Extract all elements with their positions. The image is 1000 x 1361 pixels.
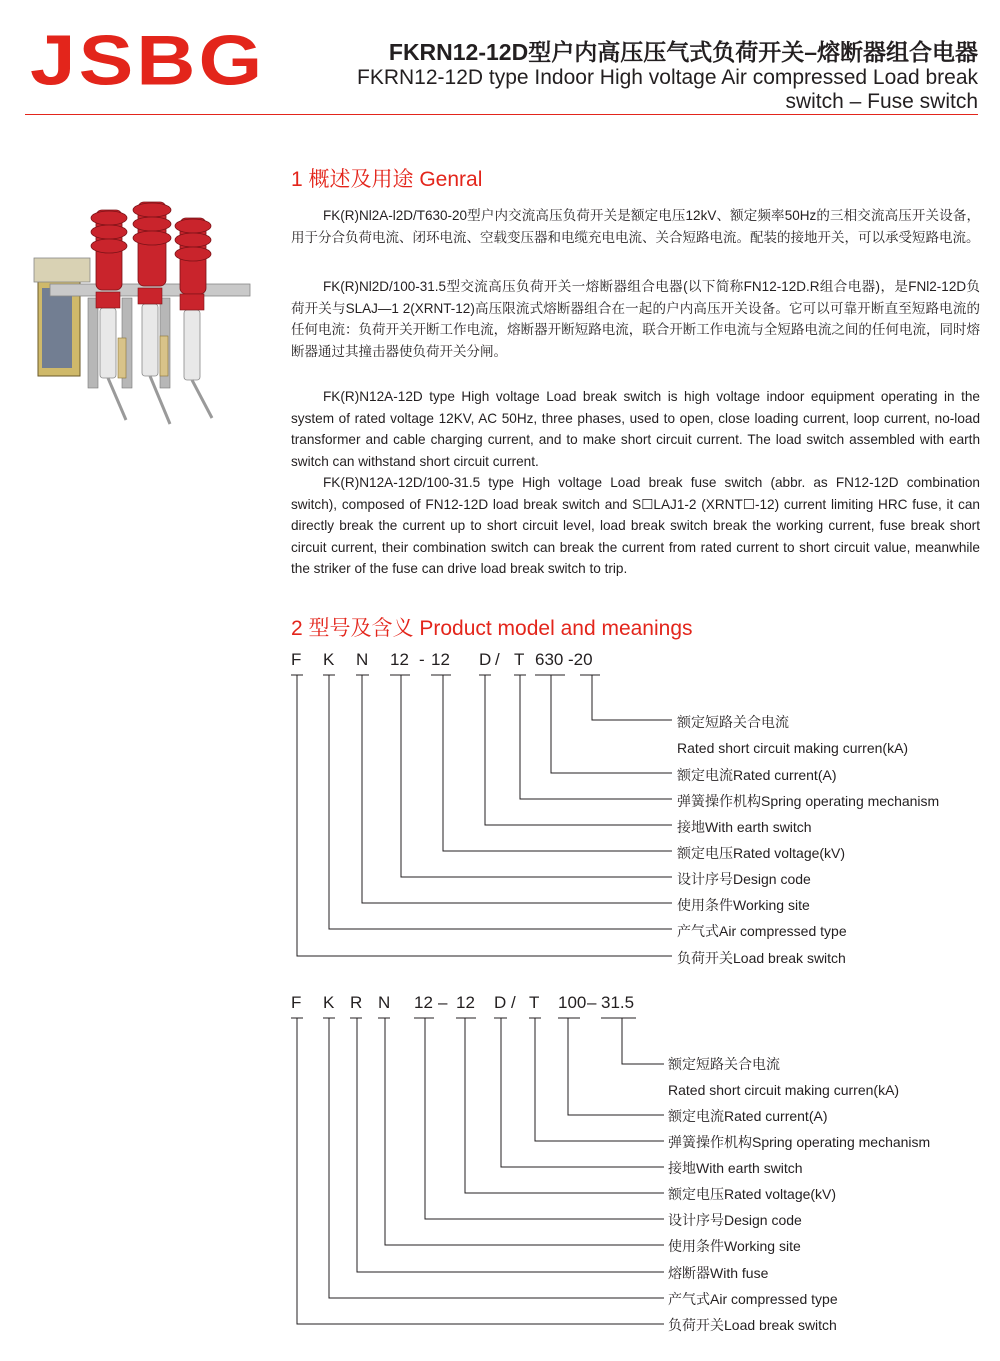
model-code-1 xyxy=(0,650,1000,672)
model2-label-rated-making-cn: 额定短路关合电流 xyxy=(668,1056,780,1072)
code-part: K xyxy=(323,993,335,1012)
model1-label-rated-making-cn: 额定短路关合电流 xyxy=(677,714,789,730)
model1-label-earth-switch: 接地With earth switch xyxy=(677,819,812,835)
code-part: – xyxy=(587,993,597,1012)
code-part: -20 xyxy=(568,650,593,669)
code-part: N xyxy=(378,993,391,1012)
code-part: 630 xyxy=(535,650,564,669)
model2-label-working-site: 使用条件Working site xyxy=(668,1238,801,1254)
model1-label-rated-voltage: 额定电压Rated voltage(kV) xyxy=(677,845,846,861)
model2-label-rated-current: 额定电流Rated current(A) xyxy=(668,1108,828,1124)
model1-label-rated-current: 额定电流Rated current(A) xyxy=(677,767,837,783)
model2-label-with-fuse: 熔断器With fuse xyxy=(668,1265,769,1281)
code-part: 12 xyxy=(414,993,433,1012)
code-part: 100 xyxy=(558,993,587,1012)
brand-logo: JSBG xyxy=(30,21,266,100)
model2-label-design-code: 设计序号Design code xyxy=(668,1212,802,1228)
page-title-en-line2: switch – Fuse switch xyxy=(785,90,978,113)
code-part: / xyxy=(511,993,516,1012)
code-part: – xyxy=(438,993,448,1012)
paragraph-cn-1: FK(R)Nl2A-l2D/T630-20型户内交流高压负荷开关是额定电压12kV、额定频率50Hz的三相交流高压开关设备，用于分合负荷电流、闭环电流、空载变压器和电缆充电电流、关合短路电流。配装的接地开关，可以承受短路电流。 xyxy=(291,208,980,245)
code-part: / xyxy=(495,650,500,669)
model-code-2 xyxy=(0,993,1000,1015)
code-part: 12 xyxy=(431,650,450,669)
code-part: D xyxy=(494,993,507,1012)
model1-label-working-site: 使用条件Working site xyxy=(677,897,810,913)
header-divider xyxy=(25,114,978,115)
code-part: T xyxy=(514,650,525,669)
code-part: N xyxy=(356,650,369,669)
page-title-cn: FKRN12-12D型户内高压压气式负荷开关–熔断器组合电器 xyxy=(388,39,978,65)
model1-label-design-code: 设计序号Design code xyxy=(677,871,811,887)
model1-label-air-compressed: 产气式Air compressed type xyxy=(677,923,847,939)
code-part: 12 xyxy=(456,993,475,1012)
code-part: K xyxy=(323,650,335,669)
model2-label-air-compressed: 产气式Air compressed type xyxy=(668,1291,838,1307)
code-part: - xyxy=(419,650,425,669)
code-part: 12 xyxy=(390,650,409,669)
code-part: F xyxy=(291,650,302,669)
model2-label-load-break: 负荷开关Load break switch xyxy=(668,1317,837,1333)
code-part: R xyxy=(350,993,363,1012)
code-part: D xyxy=(479,650,492,669)
model1-label-load-break: 负荷开关Load break switch xyxy=(677,950,846,966)
page-title-en-line1: FKRN12-12D type Indoor High voltage Air compressed Load break xyxy=(357,66,978,89)
product-photo xyxy=(30,188,262,438)
code-part: 31.5 xyxy=(601,993,635,1012)
model2-label-rated-making-en: Rated short circuit making curren(kA) xyxy=(668,1082,900,1098)
paragraph-en-1: FK(R)N12A-12D type High voltage Load break switch is high voltage indoor equipment operating in the system of rated voltage 12KV, AC 50Hz, three phases, used to open, close loading current, loop current, no-load transformer and cable charging current, and to make short circuit current. The load switch assembled with earth switch can withstand short circuit current. xyxy=(291,389,980,469)
paragraph-en-2: FK(R)N12A-12D/100-31.5 type High voltage Load break fuse switch (abbr. as FN12-12D combination switch), composed of FN12-12D load break switch and S☐LAJ1-2 (XRNT☐-12) current limiting HRC fuse, it can directly break the current up to short circuit level, load break switch break the working current, fuse break short circuit current, their combination switch can break the current from rated current to short circuit value, meanwhile the striker of the fuse can drive load break switch to trip. xyxy=(291,475,980,576)
section-heading-model: 2 型号及含义 Product model and meanings xyxy=(291,617,693,640)
code-part: T xyxy=(529,993,540,1012)
model1-label-rated-making-en: Rated short circuit making curren(kA) xyxy=(677,740,909,756)
model2-label-earth-switch: 接地With earth switch xyxy=(668,1160,803,1176)
model1-label-spring-mechanism: 弹簧操作机构Spring operating mechanism xyxy=(677,793,940,809)
model2-label-rated-voltage: 额定电压Rated voltage(kV) xyxy=(668,1186,837,1202)
model2-label-spring-mechanism: 弹簧操作机构Spring operating mechanism xyxy=(668,1134,931,1150)
section-heading-general: 1 概述及用途 Genral xyxy=(291,168,483,191)
paragraph-cn-2: FK(R)Nl2D/100-31.5型交流高压负荷开关一熔断器组合电器(以下简称FN12-12D.R组合电器)，是FNl2-12D负荷开关与SLAJ—1 2(XRNT-12)高压限流式熔断器组合在一起的户内高压开关设备。它可以可靠开断直至短路电流的任何电流：负荷开关开断工作电流，熔断器开断短路电流，联合开断工作电流与全短路电流之间的任何电流，同时熔断器通过其撞击器使负荷开关分闸。 xyxy=(291,279,980,359)
code-part: F xyxy=(291,993,302,1012)
